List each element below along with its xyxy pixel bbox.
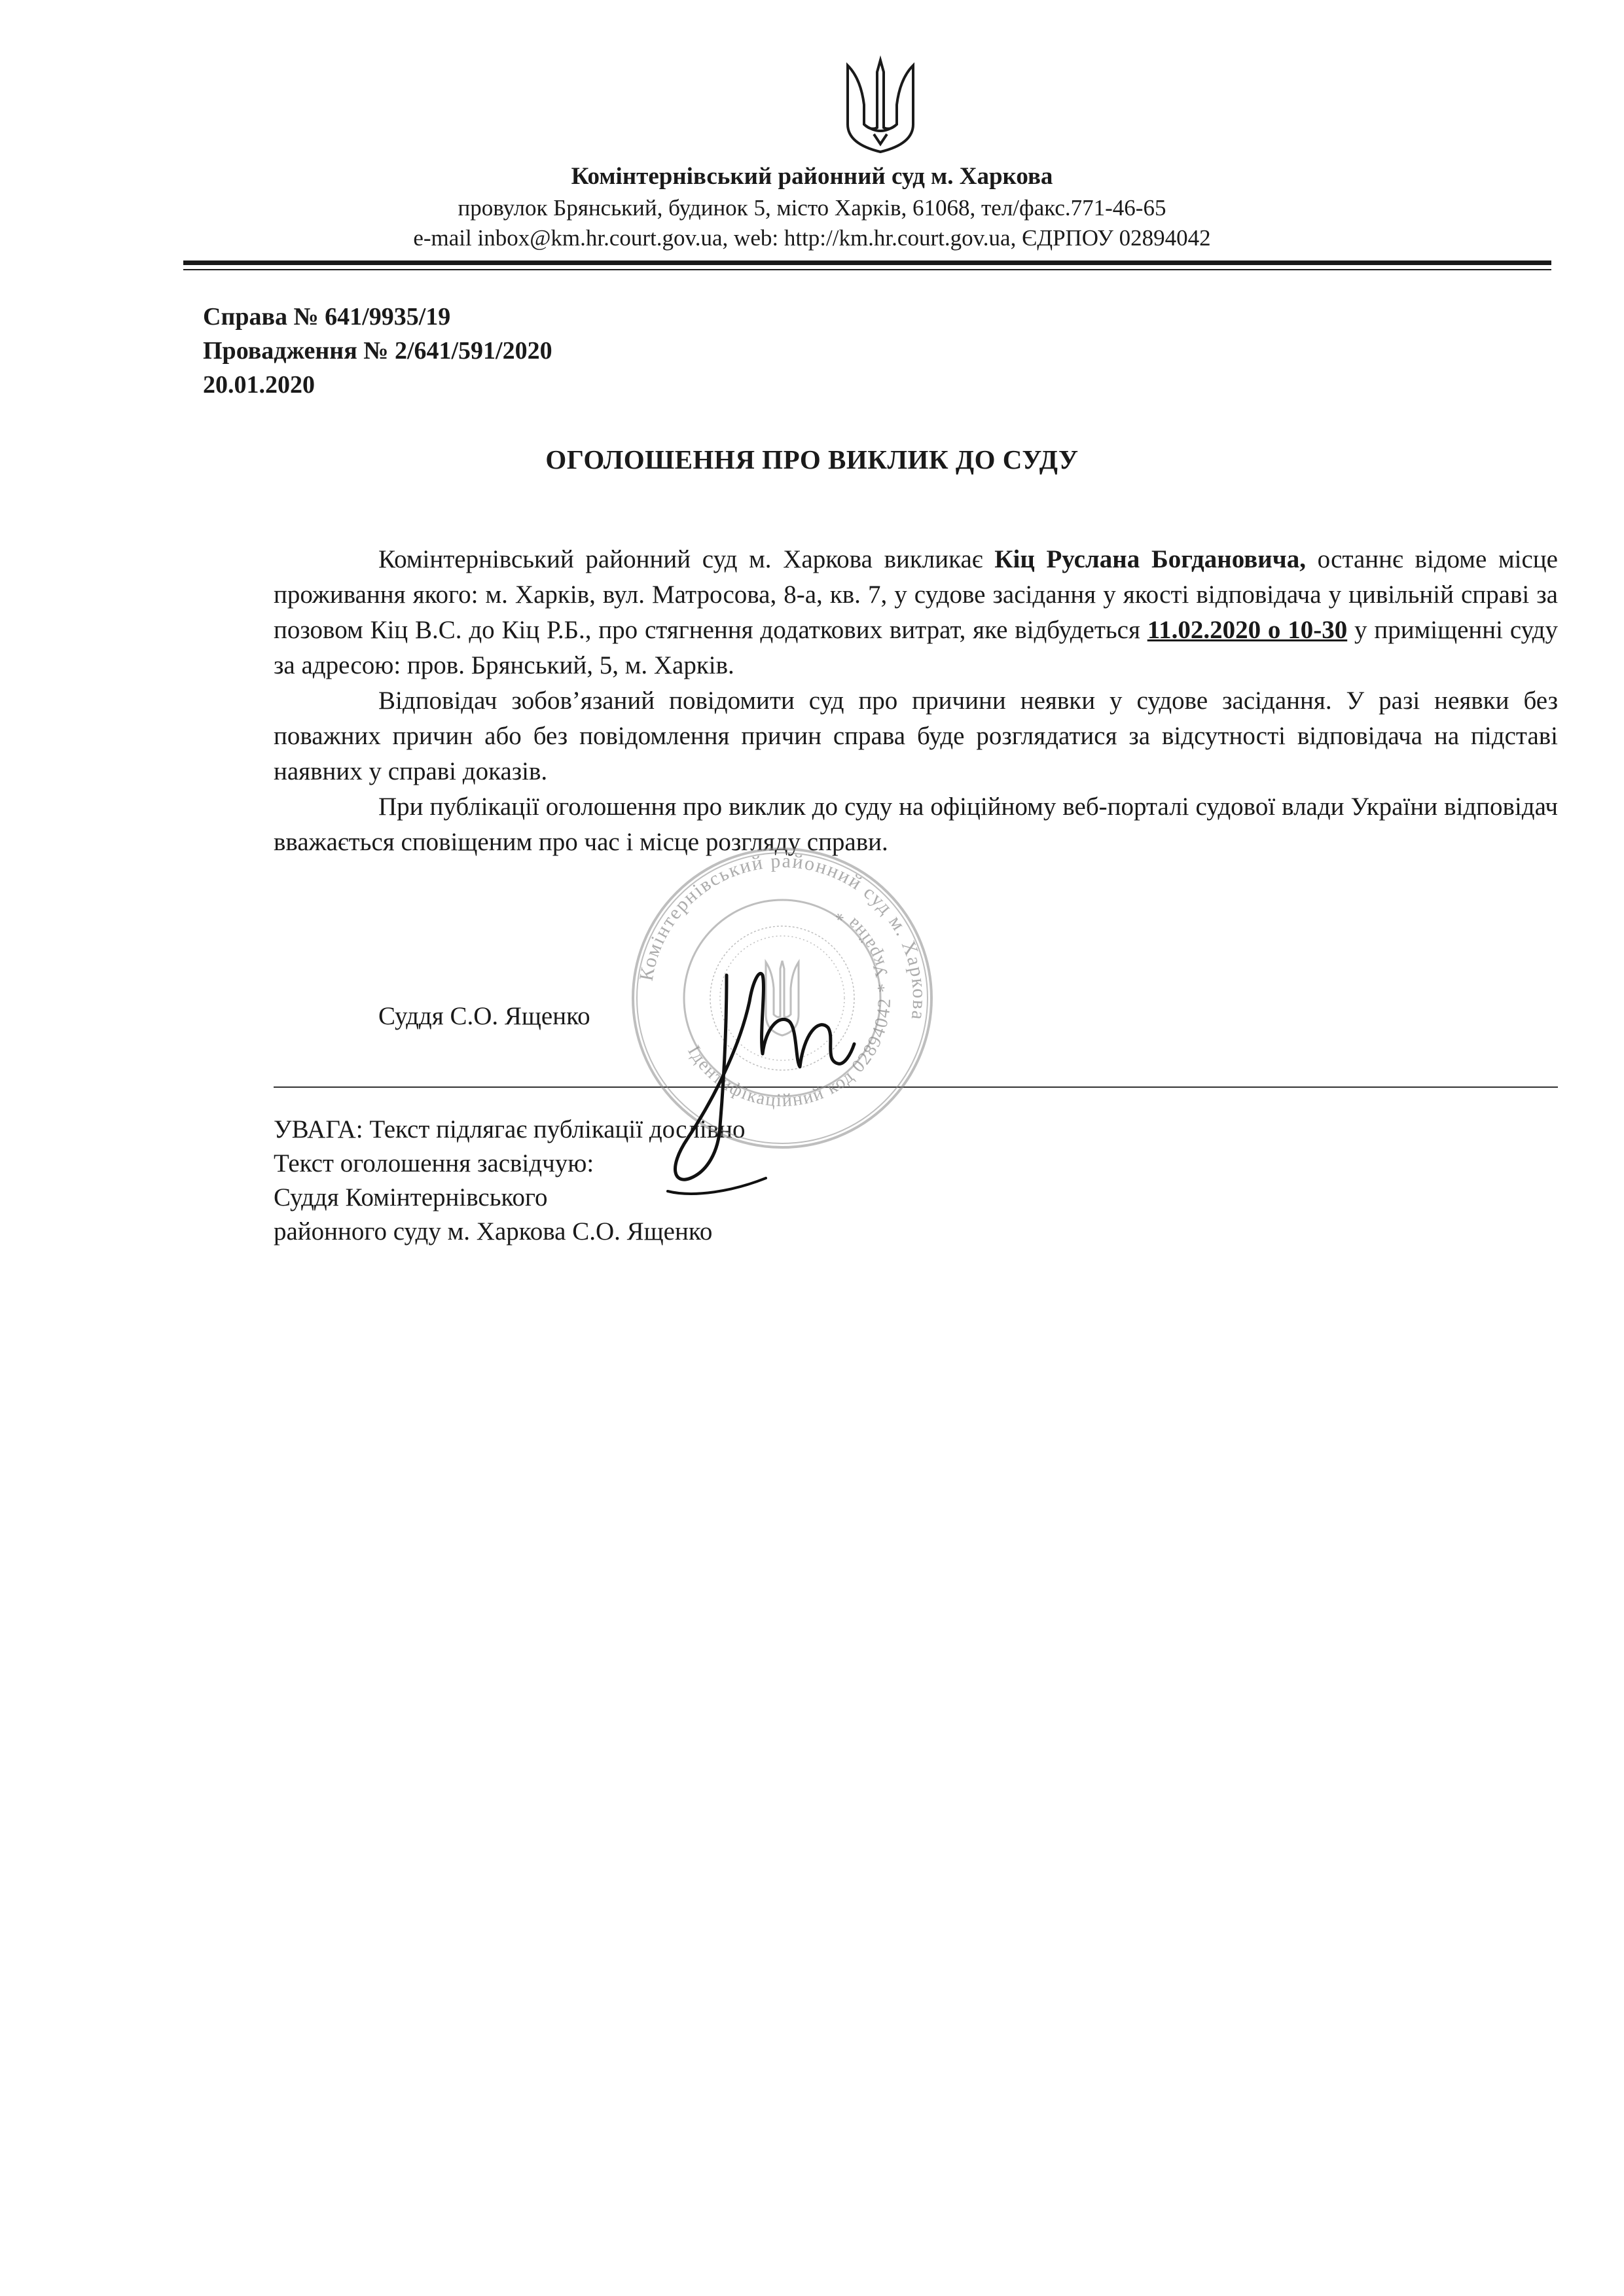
summons-text-2: останнє відоме місце проживання якого: м. Харків, вул. Матросова, 8-а, кв. 7, у судове засідання у якості відповідача у цивільній справі за позовом Кіц В.С. до Кіц Р.Б., про стягнення додаткових витрат, яке відбудеться (274, 545, 1558, 644)
header-divider (183, 260, 1551, 265)
note-warning: УВАГА: Текст підлягає публікації дослівно (274, 1115, 746, 1143)
header-divider-thin (183, 269, 1551, 270)
paragraph-summons (274, 542, 1558, 683)
summons-text-1: Комінтернівський районний суд м. Харкова викликає (378, 545, 995, 573)
hearing-datetime: 11.02.2020 о 10-30 (1147, 616, 1348, 644)
paragraph-publication: При публікації оголошення про виклик до суду на офіційному веб-порталі судової влади України відповідач вважається сповіщеним про час і місце розгляду справи. (274, 793, 1558, 856)
handwritten-signature (628, 903, 903, 1217)
judge-signature-line: Суддя С.О. Ященко (378, 1002, 590, 1030)
seal-inner-text: Ідентифікаційний код 02894042 * Україна * (683, 903, 895, 1111)
summons-text-3: у приміщенні суду за адресою: пров. Брянський, 5, м. Харків. (274, 616, 1558, 679)
case-references (203, 300, 552, 402)
court-contacts: e-mail inbox@km.hr.court.gov.ua, web: http://km.hr.court.gov.ua, ЄДРПОУ 02894042 (413, 225, 1211, 251)
paragraph-obligation: Відповідач зобов’язаний повідомити суд про причини неявки у судове засідання. У разі неявки без поважних причин або без повідомлення причин справа буде розглядатися за відсутності відповідача на підставі наявних у справі доказів. (274, 687, 1558, 785)
seal-outer-text: Комінтернівський районний суд м. Харкова (635, 850, 931, 1022)
proceeding-number: Провадження № 2/641/591/2020 (203, 337, 552, 365)
coat-of-arms-icon (838, 52, 923, 157)
defendant-name: Кіц Руслана Богдановича, (994, 545, 1306, 573)
document-title: ОГОЛОШЕННЯ ПРО ВИКЛИК ДО СУДУ (545, 444, 1079, 475)
note-judge-title: Суддя Комінтернівського (274, 1183, 548, 1211)
note-certify: Текст оголошення засвідчую: (274, 1149, 594, 1177)
notice-body (274, 542, 1558, 860)
case-number: Справа № 641/9935/19 (203, 303, 451, 331)
court-name: Комінтернівський районний суд м. Харкова (571, 163, 1053, 190)
note-judge-name: районного суду м. Харкова С.О. Ященко (274, 1217, 713, 1246)
court-address: провулок Брянський, будинок 5, місто Харків, 61068, тел/факс.771-46-65 (458, 195, 1166, 221)
document-date: 20.01.2020 (203, 371, 315, 399)
